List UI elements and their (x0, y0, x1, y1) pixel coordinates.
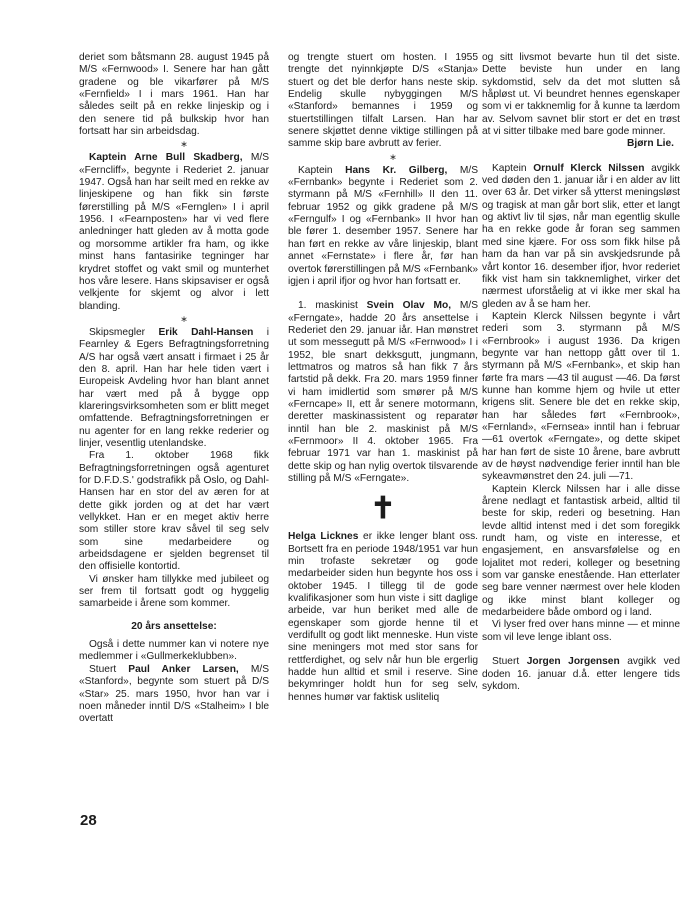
paragraph: Skipsmegler Erik Dahl-Hansen i Fearnley & Egers Befragtningsforretning A/S har også vært ansatt i firmaet i 25 år den 8. april. Han har hele tiden vært i Europeisk Avdeling hvor han blant annet har vært med på å bygge opp klareringsvirksomheten som er blitt meget omfattende. Befragtningsforretningen er nu agenter for en lang rekke rederier og linjer, vesentlig utenlandske. (79, 326, 270, 449)
paragraph: Stuert Paul Anker Larsen, M/S «Stanford», begynte som stuert på D/S «Star» 25. mars 1950, hvor han var i noen måneder inntil D/S «Stalheim» I ble overtatt (79, 663, 269, 725)
section-separator: ∗ (180, 139, 188, 150)
person-name: Svein Olav Mo, (366, 300, 452, 312)
paragraph: og trengte stuert om hosten. I 1955 trengte det nyinnkjøpte D/S «Stanja» stuert og det ble derfor hans neste skip. Endelig skulle nybyggingen M/S «Stanford» bemannes i 1959 og stuertstillingen tilfalt Larsen. Han har senere skjøttet denne viktige stillingen på samme skip bare avbrutt av ferier. (288, 52, 478, 150)
paragraph: Fra 1. oktober 1968 fikk Befragtningsforretningen også agenturet for D.F.D.S.' godstrafikk på Oslo, og Dahl-Hansen har en stor del av æren for at dette gikk jorden og at det har vært vellykket. Han er en meget aktiv herre som stiller store krav såvel til seg selv som sine medarbeidere og arbeidsdagene er sjelden begrenset til den offisielle kontortid. (79, 450, 269, 573)
section-separator: ∗ (180, 313, 188, 324)
person-name: Kaptein Arne Bull Skadberg, (89, 152, 243, 164)
paragraph: Kaptein Klerck Nilssen har i alle disse årene nedlagt et fantastisk arbeid, alltid til beste for skip, rederi og besetning. Han levde alltid intenst med i det som foregikk rundt ham, og viste en interesse, et engasjement, en ansvarsfølelse og en lojalitet mot rederi, kolleger og besetning som var ganske enestående. Han etterlater seg bare venner nærmest over hele kloden og ikke minst blant kolleger og medarbeidere både ombord og i land. (482, 483, 680, 619)
signature: Bjørn Lie. (627, 138, 674, 150)
person-name: Helga Licknes (288, 531, 359, 543)
paragraph: 1. maskinist Svein Olav Mo, M/S «Ferngate», hadde 20 års ansettelse i Rederiet den 29. januar iår. Han mønstret ut som messegutt på M/S «Fernwood» I i 1952, ble snart dekksgutt, jungmann, lettmatros og matros så han fikk 7 års fartstid på dekk. Fra 20. mars 1959 finner vi ham imidlertid som smører på M/S «Ferncape» II, ett år senere motormann, deretter maskinassistent og reparatør inntil han ble 2. maskinist på M/S «Fernmoor» II 4. oktober 1965. Fra februar 1971 var han 1. maskinist på dette skip og han nylig overtok tilsvarende stilling på M/S «Ferngate». (288, 300, 478, 484)
paragraph: Helga Licknes er ikke lenger blant oss. Bortsett fra en periode 1948/1951 var hun min trofaste sekretær og gode medarbeider siden hun begynte hos oss i oktober 1945. I tillegg til de gode kvalifikasjoner som hun viste i sitt daglige arbeide, var hun beriket med alle de egenskaper som gjorde henne til et verdifullt og godt likt menneske. Hun viste sine meningers mot med stor sans for rettferdighet, og selv når hun ble ergerlig hadde hun alltid et smil i reserve. Sine bekymringer holdt hun for seg selv, hennes humør var faktisk usliteliq (288, 531, 478, 703)
paragraph: Kaptein Klerck Nilssen begynte i vårt rederi som 3. styrmann på M/S «Fernbrook» i august 1936. Da krigen begynte var han nettopp gått over til 1. styrmann på M/S «Fernbank», et skip han førte fra mars —43 til august —46. Da først kunne han komme hjem og hvile ut etter krigens slit. Senere ble det en rekke skip, han har således ført «Fernbrook», «Fernland», «Fernsea» inntil han i februar —61 overtok «Ferngate», og dette skipet har han ført de siste 10 årene, bare avbrutt av de høyst nødvendige ferier inntil han ble sykeavmønstret den 24. juli —71. (482, 310, 680, 483)
column-left (79, 52, 269, 726)
paragraph: Kaptein Hans Kr. Gilberg, M/S «Fernbank» begynte i Rederiet som 2. styrmann på M/S «Fernhill» II den 11. februar 1952 og gikk gradene på M/S «Ferngulf» I og «Fernbank» II hvor han ble fører 1. desember 1957. Senere har han ført en rekke av våre linjeskip, blant annet «Fernstate» i flere år, før han overtok førerstillingen på M/S «Fernbank» igjen i april ifjor og hvor han fortsatt er. (288, 164, 478, 287)
paragraph: Vi ønsker ham tillykke med jubileet og ser frem til fortsatt godt og hyggelig samarbeide i årene som kommer. (79, 573, 269, 610)
column-middle (288, 52, 478, 704)
person-name: Hans Kr. Gilberg, (345, 164, 448, 176)
paragraph: Også i dette nummer kan vi notere nye medlemmer i «Gullmerkeklubben». (79, 639, 269, 663)
page-number: 28 (80, 812, 97, 829)
paragraph: Kaptein Ornulf Klerck Nilssen avgikk ved døden den 1. januar iår i en alder av litt over 63 år. Det virker så ytterst meningsløst og tragisk at man går bort slik, etter et langt og aktivt liv til sjøs, når man egentlig skulle ha en rekke gode år foran seg sammen med sine kjære. For oss som fikk hilse på ham da han var på sin avskjedsrunde på vårt kontor 16. desember ifjor, hvor rederiet fikk vist ham sin takknemlighet, virker det nærmest uforståelig at vi ikke mer skal ha gleden av å se ham her. (482, 162, 680, 310)
person-name: Jorgen Jorgensen (526, 656, 620, 668)
paragraph: deriet som båtsmann 28. august 1945 på M/S «Fernwood» I. Senere har han gått gradene og ble vikarfører på M/S «Fernfield» I i mars 1961. Han har således seilt på en rekke linjeskip og i den senere tid på bulkskip hvor han fortsatt har sin arbeidsdag. (79, 52, 269, 138)
person-name: Paul Anker Larsen, (128, 663, 239, 675)
section-heading: 20 års ansettelse: (131, 620, 217, 632)
person-name: Ornulf Klerck Nilssen (533, 162, 645, 174)
paragraph: Stuert Jorgen Jorgensen avgikk ved doden 16. januar d.å. etter lengere tids sykdom. (482, 656, 680, 692)
paragraph: Kaptein Arne Bull Skadberg, M/S «Ferncliff», begynte i Rederiet 2. januar 1947. Også han har seilt med en rekke av linjeskipene og han fikk sin første førerstilling på M/S «Fernglen» I i april 1956. I «Fearnposten» har vi ved flere anledninger hatt gleden av å motta gode og morsomme artikler fra ham, og ikke minst hans fantasirike tegninger har krydret stoffet og vakt smil og munterhet hos våre lesere. Hans skipsaviser er også velkjente for skjemt og alvor i lett blanding. (79, 152, 269, 312)
cross-icon: ✝ (370, 491, 396, 527)
paragraph: og sitt livsmot bevarte hun til det siste. Dette beviste hun under en lang sykdomstid, selv da det mot slutten så håpløst ut. Vi beundret hennes egenskaper som vi er takknemlig for å kunne ta lærdom av. Selvom savnet blir stort er det en trøst at vi sitter tilbake med bare gode minner. (482, 52, 680, 138)
column-right (482, 52, 680, 693)
paragraph: Vi lyser fred over hans minne — et minne som vil leve lenge iblant oss. (482, 619, 680, 643)
section-separator: ∗ (389, 151, 397, 162)
person-name: Erik Dahl-Hansen (158, 326, 254, 338)
